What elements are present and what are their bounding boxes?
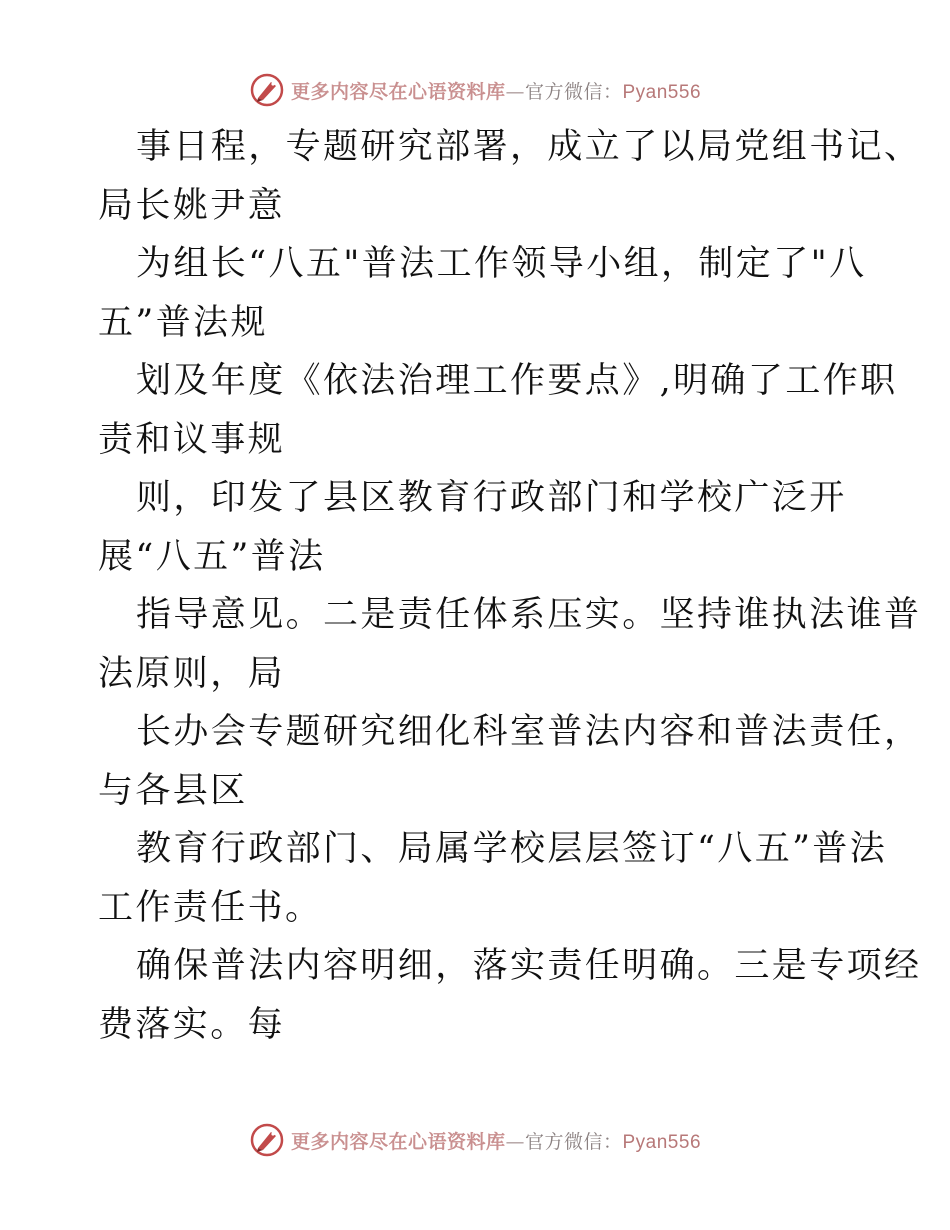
- watermark-wechat-label: 官方微信：: [524, 1130, 623, 1153]
- text-line: 五”普法规: [98, 302, 268, 343]
- text-line: 长办会专题研究细化科室普法内容和普法责任，: [136, 712, 922, 752]
- text-line: 则，印发了县区教育行政部门和学校广泛开: [136, 478, 847, 518]
- text-line: 确保普法内容明细，落实责任明确。三是专项经: [136, 946, 922, 986]
- text-line: 局长姚尹意: [98, 185, 286, 226]
- watermark-wechat-label: 官方微信：: [524, 80, 623, 103]
- watermark-separator: —: [505, 80, 525, 103]
- document-body: [98, 118, 922, 1054]
- text-line: 责和议事规: [98, 419, 286, 460]
- watermark-wechat-id: Pyan556: [622, 81, 702, 103]
- watermark-site-text: 更多内容尽在心语资料库: [290, 1130, 506, 1153]
- pen-nib-logo-icon: [249, 72, 285, 108]
- watermark-wechat-id: Pyan556: [622, 1131, 702, 1153]
- text-line: 与各县区: [98, 770, 248, 811]
- header-watermark: [0, 68, 950, 112]
- text-line: 为组长“八五"普法工作领导小组，制定了"八: [136, 244, 867, 284]
- watermark-text: [291, 77, 701, 104]
- footer-watermark: [0, 1118, 950, 1162]
- text-line: 指导意见。二是责任体系压实。坚持谁执法谁普: [136, 595, 922, 635]
- text-line: 划及年度《依法治理工作要点》,明确了工作职: [136, 361, 898, 401]
- pen-nib-logo-icon: [249, 1122, 285, 1158]
- text-line: 法原则，局: [98, 653, 286, 694]
- text-line: 工作责任书。: [98, 887, 323, 928]
- text-line: 事日程，专题研究部署，成立了以局党组书记、: [136, 127, 922, 167]
- watermark-text: [291, 1127, 701, 1154]
- watermark-separator: —: [505, 1130, 525, 1153]
- text-line: 教育行政部门、局属学校层层签订“八五”普法: [136, 829, 888, 869]
- text-line: 费落实。每: [98, 1004, 286, 1045]
- text-line: 展“八五”普法: [98, 536, 326, 577]
- watermark-site-text: 更多内容尽在心语资料库: [290, 80, 506, 103]
